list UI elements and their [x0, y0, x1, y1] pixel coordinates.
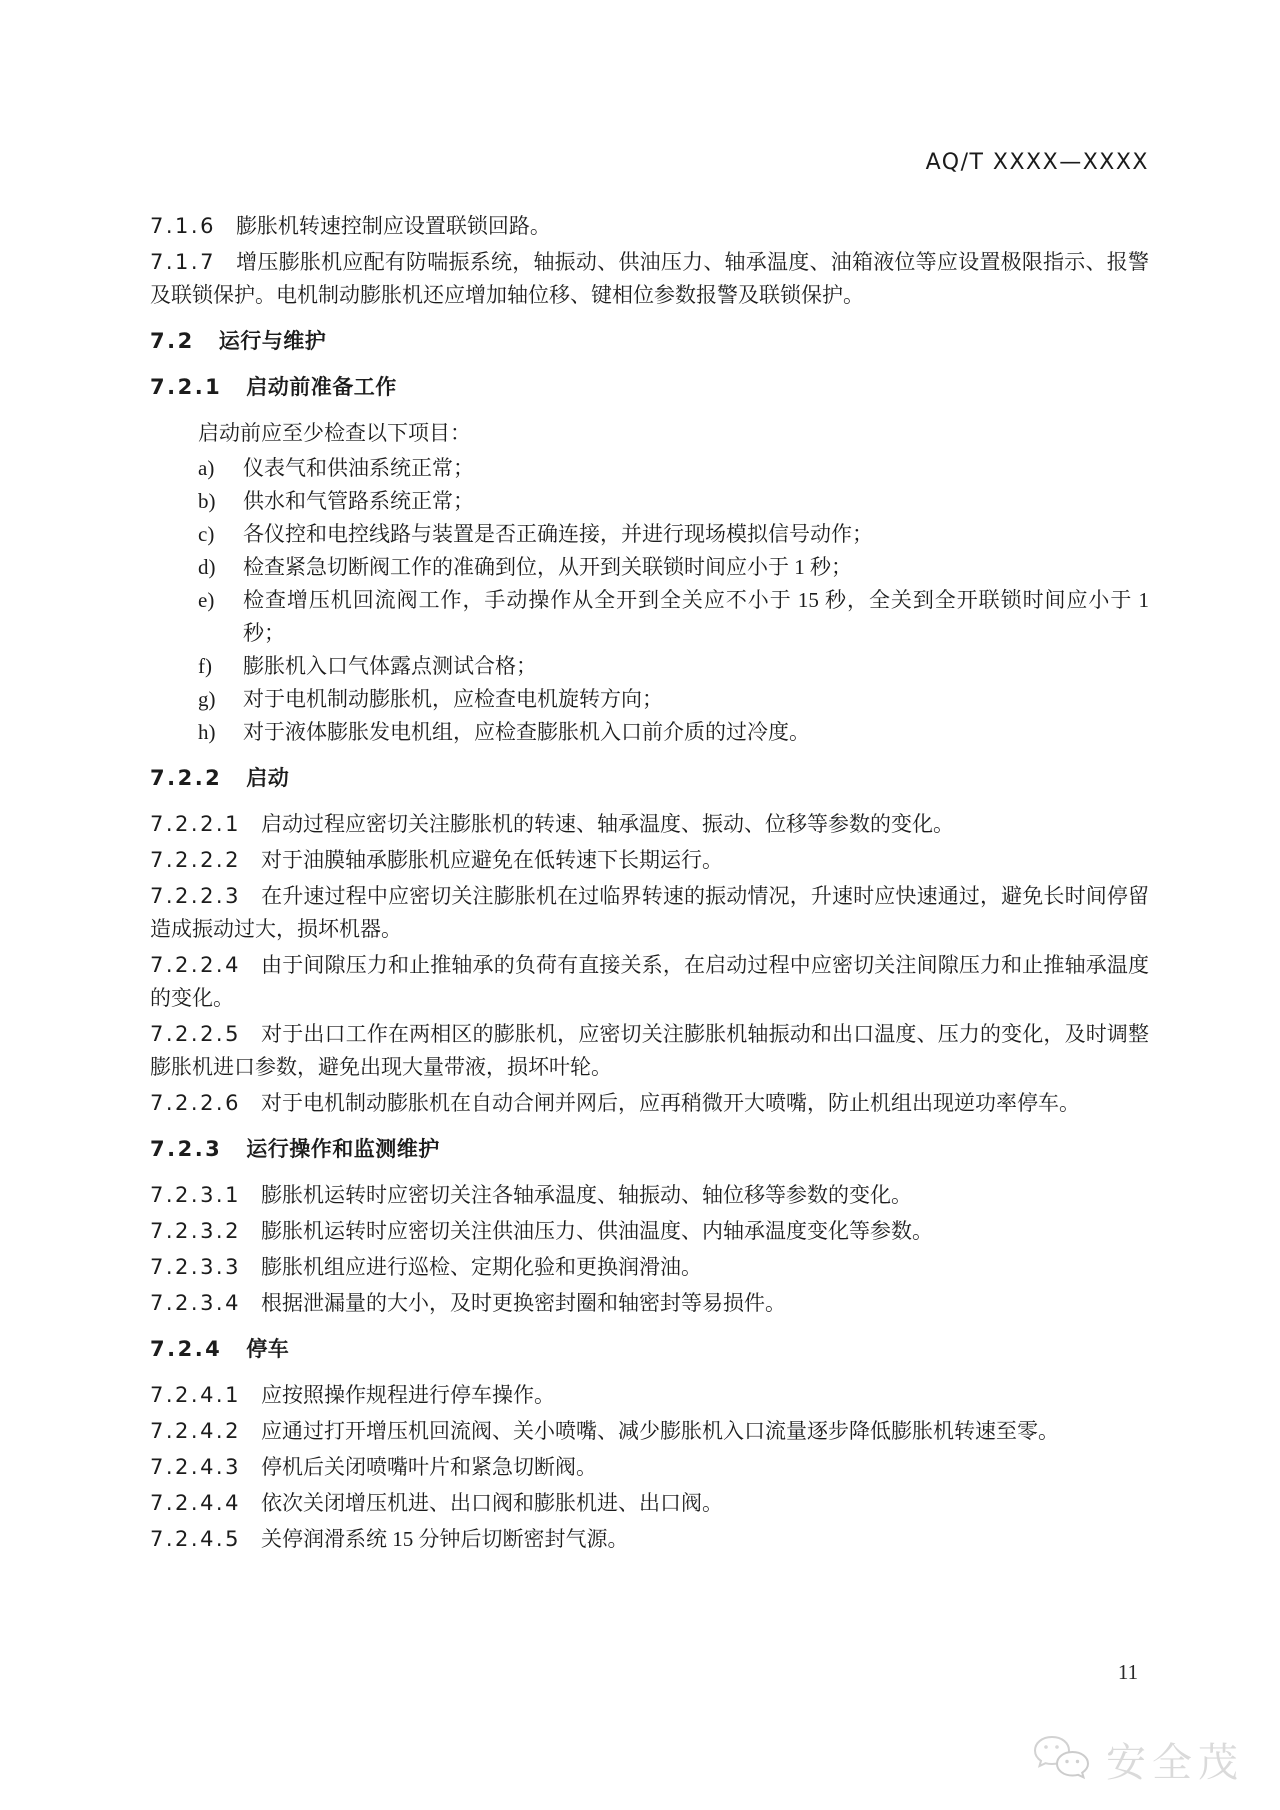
- clause-number: 7.2.4.5: [150, 1527, 241, 1551]
- check-list: [150, 452, 1149, 749]
- heading-text: 运行与维护: [218, 329, 327, 353]
- clause-number: 7.2.3.3: [150, 1255, 241, 1279]
- heading-text: 启动: [246, 766, 290, 790]
- clause-number: 7.2.3.4: [150, 1291, 241, 1315]
- list-item-text: 仪表气和供油系统正常；: [243, 456, 474, 480]
- clause-text: 增压膨胀机应配有防喘振系统，轴振动、供油压力、轴承温度、油箱液位等应设置极限指示、报警及联锁保护。电机制动膨胀机还应增加轴位移、键相位参数报警及联锁保护。: [150, 250, 1149, 307]
- list-item-label: f): [198, 654, 212, 678]
- clause-number: 7.2.4.3: [150, 1455, 241, 1479]
- clause-number: 7.2.3.1: [150, 1183, 241, 1207]
- list-item-text: 各仪控和电控线路与装置是否正确连接，并进行现场模拟信号动作；: [243, 522, 873, 546]
- clause-number: 7.1.7: [150, 250, 216, 274]
- standard-code-header: AQ/T XXXX—XXXX: [925, 150, 1149, 175]
- clause-paragraph: [150, 1018, 1149, 1084]
- clause-number: 7.2.2.6: [150, 1091, 241, 1115]
- clause-text: 在升速过程中应密切关注膨胀机在过临界转速的振动情况，升速时应快速通过，避免长时间停留造成振动过大，损坏机器。: [150, 884, 1149, 941]
- list-item: [150, 683, 1149, 716]
- clause-text: 停机后关闭喷嘴叶片和紧急切断阀。: [260, 1455, 597, 1479]
- list-item-label: c): [198, 522, 215, 546]
- watermark-brand-text: 安全茂: [1106, 1740, 1244, 1786]
- list-item: [150, 584, 1149, 650]
- clause-paragraph: [150, 949, 1149, 1015]
- clause-number: 7.1.6: [150, 214, 216, 238]
- clause-text: 膨胀机运转时应密切关注各轴承温度、轴振动、轴位移等参数的变化。: [260, 1183, 912, 1207]
- clause-text: 关停润滑系统 15 分钟后切断密封气源。: [260, 1527, 629, 1551]
- heading-text: 启动前准备工作: [246, 375, 397, 399]
- section-heading: [150, 371, 1149, 404]
- clause-paragraph: [150, 1487, 1149, 1520]
- clause-text: 依次关闭增压机进、出口阀和膨胀机进、出口阀。: [260, 1491, 723, 1515]
- watermark: [1032, 1731, 1244, 1788]
- clause-paragraph: [150, 1451, 1149, 1484]
- clause-text: 对于油膜轴承膨胀机应避免在低转速下长期运行。: [260, 848, 723, 872]
- clause-paragraph: [150, 808, 1149, 841]
- clause-text: 对于电机制动膨胀机在自动合闸并网后，应再稍微开大喷嘴，防止机组出现逆功率停车。: [260, 1091, 1080, 1115]
- list-item: [150, 551, 1149, 584]
- document-body: [150, 210, 1149, 1556]
- clause-number: 7.2.3: [150, 1137, 223, 1161]
- list-item-label: g): [198, 687, 216, 711]
- list-item-label: h): [198, 720, 216, 744]
- clause-number: 7.2.3.2: [150, 1219, 241, 1243]
- list-item-text: 检查增压机回流阀工作，手动操作从全开到全关应不小于 15 秒，全关到全开联锁时间应小于 1 秒；: [243, 588, 1149, 645]
- clause-paragraph: [150, 1415, 1149, 1448]
- clause-number: 7.2.2.5: [150, 1022, 241, 1046]
- list-intro: 启动前应至少检查以下项目：: [198, 421, 471, 445]
- list-item-text: 对于电机制动膨胀机，应检查电机旋转方向；: [243, 687, 663, 711]
- clause-text: 由于间隙压力和止推轴承的负荷有直接关系，在启动过程中应密切关注间隙压力和止推轴承温度的变化。: [150, 953, 1149, 1010]
- list-item-label: d): [198, 555, 216, 579]
- clause-paragraph: [150, 1087, 1149, 1120]
- clause-paragraph: [150, 246, 1149, 312]
- heading-text: 运行操作和监测维护: [246, 1137, 440, 1161]
- clause-paragraph: [150, 210, 1149, 243]
- wechat-chat-bubbles-icon: [1032, 1734, 1094, 1786]
- section-heading: [150, 762, 1149, 795]
- list-item-text: 对于液体膨胀发电机组，应检查膨胀机入口前介质的过冷度。: [243, 720, 810, 744]
- clause-number: 7.2.1: [150, 375, 223, 399]
- clause-number: 7.2.2.1: [150, 812, 241, 836]
- clause-text: 应通过打开增压机回流阀、关小喷嘴、减少膨胀机入口流量逐步降低膨胀机转速至零。: [260, 1419, 1059, 1443]
- section-heading: [150, 325, 1149, 358]
- clause-text: 应按照操作规程进行停车操作。: [260, 1383, 555, 1407]
- clause-text: 根据泄漏量的大小，及时更换密封圈和轴密封等易损件。: [260, 1291, 786, 1315]
- list-item: [150, 485, 1149, 518]
- clause-number: 7.2.2.4: [150, 953, 241, 977]
- list-item: [150, 452, 1149, 485]
- clause-number: 7.2.4: [150, 1337, 223, 1361]
- list-item: [150, 650, 1149, 683]
- page-number: 11: [1117, 1660, 1139, 1684]
- clause-text: 膨胀机运转时应密切关注供油压力、供油温度、内轴承温度变化等参数。: [260, 1219, 933, 1243]
- list-item-label: b): [198, 489, 216, 513]
- document-content-area: [150, 150, 1149, 1559]
- list-item: [150, 716, 1149, 749]
- heading-text: 停车: [246, 1337, 290, 1361]
- clause-paragraph: [150, 1523, 1149, 1556]
- clause-paragraph: [150, 1179, 1149, 1212]
- clause-number: 7.2: [150, 329, 195, 353]
- clause-paragraph: [150, 844, 1149, 877]
- clause-number: 7.2.2: [150, 766, 223, 790]
- clause-paragraph: [150, 880, 1149, 946]
- clause-paragraph: [150, 1379, 1149, 1412]
- clause-text: 膨胀机组应进行巡检、定期化验和更换润滑油。: [260, 1255, 702, 1279]
- section-heading: [150, 1133, 1149, 1166]
- list-item-text: 膨胀机入口气体露点测试合格；: [243, 654, 537, 678]
- clause-paragraph: [150, 1215, 1149, 1248]
- section-heading: [150, 1333, 1149, 1366]
- clause-number: 7.2.4.2: [150, 1419, 241, 1443]
- clause-paragraph: [150, 1287, 1149, 1320]
- clause-number: 7.2.4.4: [150, 1491, 241, 1515]
- clause-number: 7.2.4.1: [150, 1383, 241, 1407]
- clause-paragraph: [150, 1251, 1149, 1284]
- clause-text: 对于出口工作在两相区的膨胀机，应密切关注膨胀机轴振动和出口温度、压力的变化，及时调整膨胀机进口参数，避免出现大量带液，损坏叶轮。: [150, 1022, 1149, 1079]
- clause-number: 7.2.2.3: [150, 884, 241, 908]
- clause-text: 膨胀机转速控制应设置联锁回路。: [235, 214, 551, 238]
- list-item-text: 检查紧急切断阀工作的准确到位，从开到关联锁时间应小于 1 秒；: [243, 555, 852, 579]
- list-item-text: 供水和气管路系统正常；: [243, 489, 474, 513]
- list-item-label: e): [198, 588, 215, 612]
- list-item-label: a): [198, 456, 215, 480]
- clause-text: 启动过程应密切关注膨胀机的转速、轴承温度、振动、位移等参数的变化。: [260, 812, 954, 836]
- list-item: [150, 518, 1149, 551]
- clause-number: 7.2.2.2: [150, 848, 241, 872]
